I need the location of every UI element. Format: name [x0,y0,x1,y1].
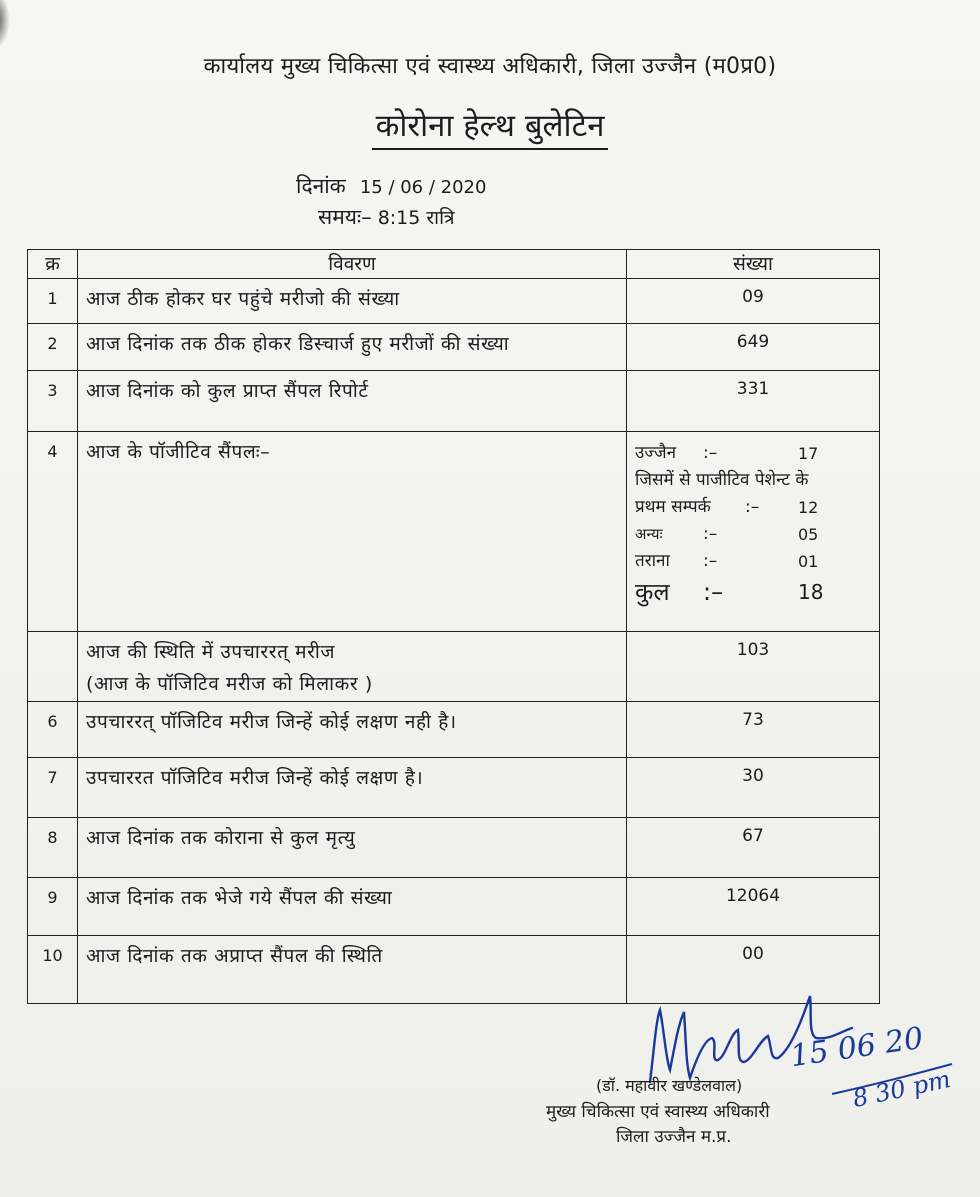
row-count: 67 [627,818,880,878]
signatory-title: मुख्य चिकित्सा एवं स्वास्थ्य अधिकारी [546,1102,770,1122]
row-desc [78,632,627,702]
row-count: 73 [627,702,880,758]
office-heading: कार्यालय मुख्य चिकित्सा एवं स्वास्थ्य अधिकारी, जिला उज्जैन (म0प्र0) [203,54,777,79]
row-count: 331 [627,371,880,432]
bulletin-table [27,249,880,1004]
row-desc: आज दिनांक तक भेजे गये सैंपल की संख्या [78,878,627,936]
row-sn: 6 [28,702,78,758]
row-desc: आज दिनांक तक कोराना से कुल मृत्यु [78,818,627,878]
row-count: 103 [627,632,880,702]
ujjain-sep: :– [703,443,718,463]
tarana-label: तराना [635,551,670,571]
row-desc: आज दिनांक तक अप्राप्त सैंपल की स्थिति [78,936,627,1004]
date-line [296,172,486,200]
row-count: 09 [627,279,880,324]
row-desc: आज दिनांक तक ठीक होकर डिस्चार्ज हुए मरीजों की संख्या [78,324,627,371]
table-row [28,758,880,818]
contact-sep: :– [745,497,760,517]
table-row [28,432,880,632]
row-sn: 9 [28,878,78,936]
table-row [28,371,880,432]
row-sn: 10 [28,936,78,1004]
row-count: 12064 [627,878,880,936]
time-line [318,203,455,231]
bulletin-title-text: कोरोना हेल्थ बुलेटिन [372,108,609,150]
header-count: संख्या [627,250,880,279]
positive-breakdown [627,432,879,609]
breakdown-contact-note: जिसमें से पाजीटिव पेशेन्ट के [635,470,809,490]
row-sn: 2 [28,324,78,371]
table-row [28,632,880,702]
breakdown-contact [635,494,879,521]
signatory-district: जिला उज्जैन म.प्र. [616,1127,732,1147]
row-sn: 3 [28,371,78,432]
total-sep: :– [703,578,724,606]
header-sn: क्र [28,250,78,279]
row-desc: आज के पॉजीटिव सैंपलः– [78,432,627,632]
row-sn: 4 [28,432,78,632]
other-value: 05 [798,525,819,544]
row-sn: 7 [28,758,78,818]
tarana-sep: :– [703,551,718,571]
table-row [28,878,880,936]
date-label: दिनांक [296,174,346,198]
table-row [28,279,880,324]
total-label: कुल [635,578,670,606]
row-sn: 8 [28,818,78,878]
other-label: अन्यः [635,525,663,543]
row-desc: उपचाररत् पॉजिटिव मरीज जिन्हें कोई लक्षण नही है। [78,702,627,758]
date-value: 15 / 06 / 2020 [359,177,487,198]
signatory-name: (डॉ. महावीर खण्डेलवाल) [596,1076,743,1095]
breakdown-total [635,575,879,609]
breakdown-ujjain [635,440,879,467]
handwritten-date: 15 06 20 [788,1020,926,1075]
handwritten-time: 8 30 pm [850,1064,954,1114]
contact-label: प्रथम सम्पर्क [635,497,711,517]
row-desc-line2: (आज के पॉजिटिव मरीज को मिलाकर ) [86,673,373,695]
table-row [28,702,880,758]
bulletin-title [0,104,980,146]
tarana-value: 01 [798,552,819,571]
total-value: 18 [798,580,824,604]
positive-breakdown-cell [627,432,880,632]
row-count: 00 [627,936,880,1004]
page-edge-shadow [0,0,10,50]
ujjain-label: उज्जैन [635,443,677,463]
ujjain-value: 17 [798,444,819,463]
row-count: 649 [627,324,880,371]
table-header-row [28,250,880,279]
row-desc: उपचाररत पॉजिटिव मरीज जिन्हें कोई लक्षण है। [78,758,627,818]
row-count: 30 [627,758,880,818]
breakdown-tarana [635,548,879,575]
header-desc: विवरण [78,250,627,279]
row-sn [28,632,78,702]
row-desc: आज ठीक होकर घर पहुंचे मरीजो की संख्या [78,279,627,324]
table-row [28,818,880,878]
row-desc-line1: आज की स्थिति में उपचाररत् मरीज [86,641,336,663]
row-desc: आज दिनांक को कुल प्राप्त सैंपल रिपोर्ट [78,371,627,432]
row-sn: 1 [28,279,78,324]
time-label: समयः– [318,205,372,229]
other-sep: :– [703,524,718,544]
table-row [28,324,880,371]
contact-value: 12 [798,498,819,517]
breakdown-other [635,521,879,548]
time-value: 8:15 रात्रि [377,207,455,229]
